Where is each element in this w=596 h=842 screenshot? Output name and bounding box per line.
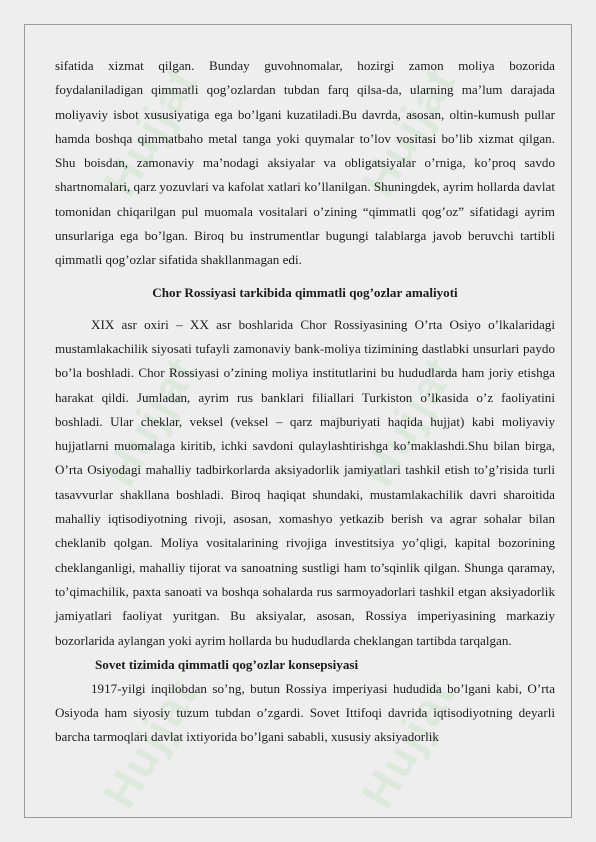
watermark: Hujjat	[92, 57, 208, 205]
watermark: Hujjat	[350, 669, 466, 817]
section-heading: Sovet tizimida qimmatli qog’ozlar konsepsiyasi	[95, 656, 359, 672]
watermark: Hujjat	[92, 669, 208, 817]
paragraph: sifatida xizmat qilgan. Bunday guvohnomalar, hozirgi zamon moliya bozorida foydalaniladigan qimmatli qog’ozlardan tubdan farq qilsa-da, ularning ma’lum darajada moliyaviy isbot xususiyatiga ega bo’lgani kuzatiladi.Bu davrda, asosan, oltin-kumush pullar hamda boshqa qimmatbaho metal tanga yoki quymalar to’lov vositasi bo’lib xizmat qilgan. Shu boisdan, zamonaviy ma’nodagi aksiyalar va obligatsiyalar o’rniga, ko’proq savdo shartnomalari, qarz yozuvlari va kafolat xatlari ko’llanilgan. Shuningdek, ayrim hollarda davlat tomonidan chiqarilgan pul muomala vositalari o’zining “qimmatli qog’oz” sifatidagi ayrim unsurlariga ega bo’lgan. Biroq bu instrumentlar bugungi talablarga javob beruvchi tartibli qimmatli qog’ozlar sifatida shakllanmagan edi.	[55, 58, 555, 268]
watermark: Hujjat	[350, 57, 466, 205]
watermark: Hujjat	[92, 347, 208, 495]
document-body	[55, 54, 555, 750]
paragraph: XIX asr oxiri – XX asr boshlarida Chor Rossiyasining O’rta Osiyo o’lkalaridagi mustamlakachilik siyosati tufayli zamonaviy bank-moliya tizimining dastlabki unsurlari paydo bo’la boshladi. Chor Rossiyasi o’zining moliya institutlarini bu hududlarda ham joriy etishga harakat qildi. Jumladan, ayrim rus banklari filiallari Turkiston o’lkasida o’z faoliyatini boshladi. Ular cheklar, veksel (veksel – qarz majburiyati haqida hujjat) kabi moliyaviy hujjatlarni muomalaga kiritib, ichki savdoni qulaylashtirishga ko’maklashdi.Shu bilan birga, O’rta Osiyodagi mahalliy tadbirkorlarda aksiyadorlik jamiyatlari tashkil etish to’g’risida turli tasavvurlar shakllana boshladi. Biroq haqiqat shundaki, mustamlakachilik davri sharoitida mahalliy iqtisodiyotning rivoji, asosan, xomashyo yetkazib berish va agrar sohalar bilan cheklanib qolgan. Moliya vositalarining rivojiga investitsiya yo’qligi, kapital bozorining cheklanganligi, mahalliy tijorat va sanoatning sustligi ham to’sqinlik qilgan. Shunga qaramay, to’qimachilik, paxta sanoati va boshqa sohalarda rus sarmoyadorlari tashkil etgan aksiyadorlik jamiyatlari faoliyat yuritgan. Bu aksiyalar, asosan, Rossiya imperiyasining markaziy bozorlarida aylangan yoki ayrim hollarda bu hududlarda cheklangan tartibda tarqalgan.	[55, 316, 555, 648]
paragraph: 1917-yilgi inqilobdan so’ng, butun Rossiya imperiyasi hududida bo’lgani kabi, O’rta Osiyoda ham siyosiy tuzum tubdan o’zgardi. Sovet Ittifoqi davrida iqtisodiyotning deyarli barcha tarmoqlari davlat ixtiyorida bo’lgani sababli, xususiy aksiyadorlik	[55, 680, 555, 745]
section-heading: Chor Rossiyasi tarkibida qimmatli qog’ozlar amaliyoti	[152, 284, 458, 300]
watermark: Hujjat	[350, 347, 466, 495]
